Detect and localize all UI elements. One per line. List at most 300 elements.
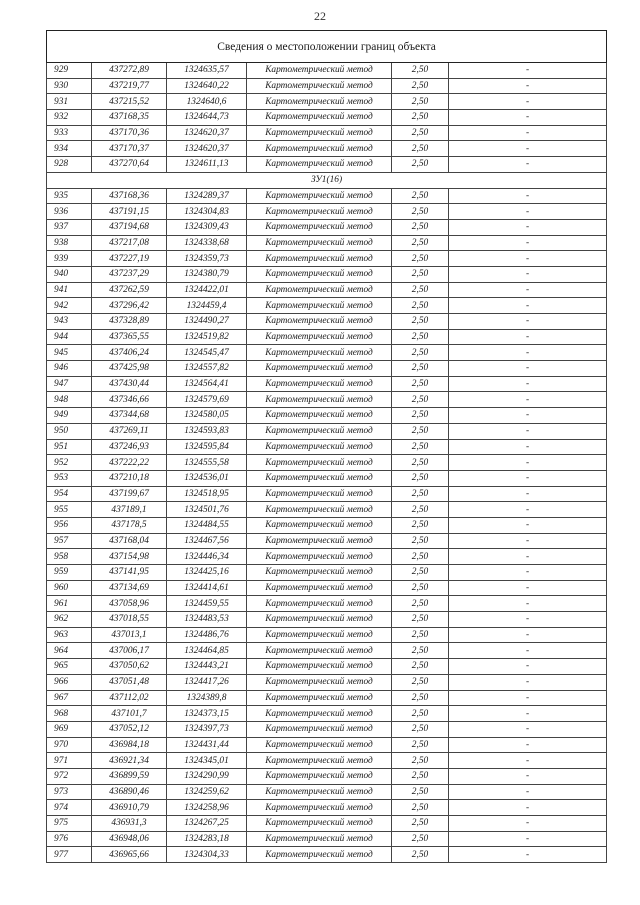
accuracy-cell: 2,50 <box>392 455 449 471</box>
method-cell: Картометрический метод <box>247 847 392 863</box>
coordinate-x-cell: 437006,17 <box>92 643 167 659</box>
coordinate-y-cell: 1324486,76 <box>167 627 247 643</box>
point-number-cell: 941 <box>47 282 92 298</box>
coordinate-x-cell: 437237,29 <box>92 266 167 282</box>
accuracy-cell: 2,50 <box>392 345 449 361</box>
description-cell: - <box>449 659 607 675</box>
coordinate-x-cell: 437215,52 <box>92 94 167 110</box>
coordinate-x-cell: 437194,68 <box>92 219 167 235</box>
method-cell: Картометрический метод <box>247 361 392 377</box>
coordinate-y-cell: 1324304,33 <box>167 847 247 863</box>
method-cell: Картометрический метод <box>247 266 392 282</box>
point-number-cell: 946 <box>47 361 92 377</box>
coordinate-x-cell: 437246,93 <box>92 439 167 455</box>
coordinate-x-cell: 437170,37 <box>92 141 167 157</box>
description-cell: - <box>449 470 607 486</box>
description-cell: - <box>449 329 607 345</box>
coordinate-y-cell: 1324425,16 <box>167 565 247 581</box>
table-row <box>47 847 607 863</box>
coordinate-y-cell: 1324422,01 <box>167 282 247 298</box>
coordinate-y-cell: 1324443,21 <box>167 659 247 675</box>
description-cell: - <box>449 266 607 282</box>
method-cell: Картометрический метод <box>247 110 392 126</box>
point-number-cell: 970 <box>47 737 92 753</box>
coordinate-x-cell: 437262,59 <box>92 282 167 298</box>
table-row <box>47 314 607 330</box>
method-cell: Картометрический метод <box>247 94 392 110</box>
point-number-cell: 937 <box>47 219 92 235</box>
coordinate-x-cell: 436965,66 <box>92 847 167 863</box>
coordinate-x-cell: 437170,36 <box>92 125 167 141</box>
coordinate-y-cell: 1324564,41 <box>167 376 247 392</box>
accuracy-cell: 2,50 <box>392 721 449 737</box>
description-cell: - <box>449 784 607 800</box>
description-cell: - <box>449 533 607 549</box>
coordinate-x-cell: 437272,89 <box>92 63 167 79</box>
method-cell: Картометрический метод <box>247 831 392 847</box>
accuracy-cell: 2,50 <box>392 533 449 549</box>
coordinate-y-cell: 1324431,44 <box>167 737 247 753</box>
section-label: ЗУ1(16) <box>47 172 607 188</box>
coordinate-x-cell: 437217,08 <box>92 235 167 251</box>
method-cell: Картометрический метод <box>247 376 392 392</box>
point-number-cell: 940 <box>47 266 92 282</box>
point-number-cell: 972 <box>47 768 92 784</box>
point-number-cell: 933 <box>47 125 92 141</box>
point-number-cell: 959 <box>47 565 92 581</box>
method-cell: Картометрический метод <box>247 235 392 251</box>
method-cell: Картометрический метод <box>247 329 392 345</box>
accuracy-cell: 2,50 <box>392 78 449 94</box>
table-row <box>47 78 607 94</box>
coordinate-x-cell: 436948,06 <box>92 831 167 847</box>
coordinate-y-cell: 1324464,85 <box>167 643 247 659</box>
description-cell: - <box>449 251 607 267</box>
method-cell: Картометрический метод <box>247 392 392 408</box>
table-row <box>47 659 607 675</box>
coordinate-y-cell: 1324490,27 <box>167 314 247 330</box>
description-cell: - <box>449 361 607 377</box>
table-row <box>47 721 607 737</box>
point-number-cell: 930 <box>47 78 92 94</box>
coordinate-x-cell: 437270,64 <box>92 157 167 173</box>
table-row <box>47 455 607 471</box>
table-row <box>47 565 607 581</box>
coordinate-x-cell: 437050,62 <box>92 659 167 675</box>
description-cell: - <box>449 63 607 79</box>
description-cell: - <box>449 408 607 424</box>
coordinate-y-cell: 1324557,82 <box>167 361 247 377</box>
coordinate-x-cell: 437052,12 <box>92 721 167 737</box>
table-row <box>47 674 607 690</box>
accuracy-cell: 2,50 <box>392 768 449 784</box>
accuracy-cell: 2,50 <box>392 549 449 565</box>
point-number-cell: 975 <box>47 816 92 832</box>
method-cell: Картометрический метод <box>247 439 392 455</box>
table-row <box>47 831 607 847</box>
point-number-cell: 962 <box>47 612 92 628</box>
coordinate-y-cell: 1324389,8 <box>167 690 247 706</box>
method-cell: Картометрический метод <box>247 816 392 832</box>
accuracy-cell: 2,50 <box>392 439 449 455</box>
accuracy-cell: 2,50 <box>392 94 449 110</box>
method-cell: Картометрический метод <box>247 251 392 267</box>
table-row <box>47 753 607 769</box>
method-cell: Картометрический метод <box>247 423 392 439</box>
accuracy-cell: 2,50 <box>392 831 449 847</box>
point-number-cell: 943 <box>47 314 92 330</box>
table-row <box>47 63 607 79</box>
coordinate-y-cell: 1324289,37 <box>167 188 247 204</box>
table-row <box>47 141 607 157</box>
coordinate-y-cell: 1324467,56 <box>167 533 247 549</box>
description-cell: - <box>449 392 607 408</box>
accuracy-cell: 2,50 <box>392 737 449 753</box>
table-row <box>47 533 607 549</box>
table-row <box>47 376 607 392</box>
coordinate-y-cell: 1324545,47 <box>167 345 247 361</box>
table-row <box>47 251 607 267</box>
coordinate-y-cell: 1324345,01 <box>167 753 247 769</box>
accuracy-cell: 2,50 <box>392 392 449 408</box>
coordinate-y-cell: 1324640,22 <box>167 78 247 94</box>
coordinate-y-cell: 1324258,96 <box>167 800 247 816</box>
coordinate-x-cell: 436931,3 <box>92 816 167 832</box>
coordinate-y-cell: 1324283,18 <box>167 831 247 847</box>
coordinate-x-cell: 437168,35 <box>92 110 167 126</box>
table-row <box>47 361 607 377</box>
method-cell: Картометрический метод <box>247 282 392 298</box>
point-number-cell: 931 <box>47 94 92 110</box>
table-row <box>47 470 607 486</box>
description-cell: - <box>449 235 607 251</box>
table-row <box>47 706 607 722</box>
coordinate-x-cell: 437112,02 <box>92 690 167 706</box>
method-cell: Картометрический метод <box>247 486 392 502</box>
point-number-cell: 961 <box>47 596 92 612</box>
description-cell: - <box>449 753 607 769</box>
description-cell: - <box>449 847 607 863</box>
coordinate-x-cell: 437365,55 <box>92 329 167 345</box>
section-row <box>47 172 607 188</box>
coordinate-x-cell: 437222,22 <box>92 455 167 471</box>
coordinate-y-cell: 1324644,73 <box>167 110 247 126</box>
method-cell: Картометрический метод <box>247 706 392 722</box>
coordinate-y-cell: 1324620,37 <box>167 141 247 157</box>
coordinate-x-cell: 436984,18 <box>92 737 167 753</box>
accuracy-cell: 2,50 <box>392 502 449 518</box>
coordinate-x-cell: 437219,77 <box>92 78 167 94</box>
description-cell: - <box>449 125 607 141</box>
point-number-cell: 974 <box>47 800 92 816</box>
method-cell: Картометрический метод <box>247 721 392 737</box>
coordinate-x-cell: 436910,79 <box>92 800 167 816</box>
coordinate-y-cell: 1324536,01 <box>167 470 247 486</box>
table-row <box>47 266 607 282</box>
coordinate-y-cell: 1324635,57 <box>167 63 247 79</box>
method-cell: Картометрический метод <box>247 204 392 220</box>
coordinate-y-cell: 1324518,95 <box>167 486 247 502</box>
table-row <box>47 94 607 110</box>
table-row <box>47 219 607 235</box>
coordinate-x-cell: 437346,66 <box>92 392 167 408</box>
table-row <box>47 345 607 361</box>
method-cell: Картометрический метод <box>247 455 392 471</box>
coordinate-y-cell: 1324414,61 <box>167 580 247 596</box>
description-cell: - <box>449 502 607 518</box>
accuracy-cell: 2,50 <box>392 706 449 722</box>
coordinate-y-cell: 1324640,6 <box>167 94 247 110</box>
accuracy-cell: 2,50 <box>392 298 449 314</box>
coordinate-y-cell: 1324290,99 <box>167 768 247 784</box>
table-row <box>47 643 607 659</box>
table-title-row <box>47 31 607 63</box>
description-cell: - <box>449 517 607 533</box>
accuracy-cell: 2,50 <box>392 157 449 173</box>
description-cell: - <box>449 612 607 628</box>
table-row <box>47 784 607 800</box>
accuracy-cell: 2,50 <box>392 329 449 345</box>
coordinate-y-cell: 1324620,37 <box>167 125 247 141</box>
point-number-cell: 949 <box>47 408 92 424</box>
method-cell: Картометрический метод <box>247 345 392 361</box>
table-row <box>47 690 607 706</box>
coordinate-x-cell: 437199,67 <box>92 486 167 502</box>
coordinate-y-cell: 1324359,73 <box>167 251 247 267</box>
description-cell: - <box>449 674 607 690</box>
coordinate-x-cell: 437168,36 <box>92 188 167 204</box>
method-cell: Картометрический метод <box>247 800 392 816</box>
accuracy-cell: 2,50 <box>392 376 449 392</box>
description-cell: - <box>449 94 607 110</box>
method-cell: Картометрический метод <box>247 753 392 769</box>
point-number-cell: 935 <box>47 188 92 204</box>
point-number-cell: 951 <box>47 439 92 455</box>
point-number-cell: 977 <box>47 847 92 863</box>
description-cell: - <box>449 219 607 235</box>
point-number-cell: 958 <box>47 549 92 565</box>
table-row <box>47 596 607 612</box>
point-number-cell: 968 <box>47 706 92 722</box>
point-number-cell: 955 <box>47 502 92 518</box>
table-row <box>47 423 607 439</box>
description-cell: - <box>449 565 607 581</box>
accuracy-cell: 2,50 <box>392 612 449 628</box>
coordinate-y-cell: 1324593,83 <box>167 423 247 439</box>
coordinate-x-cell: 437101,7 <box>92 706 167 722</box>
accuracy-cell: 2,50 <box>392 565 449 581</box>
coordinate-y-cell: 1324397,73 <box>167 721 247 737</box>
method-cell: Картометрический метод <box>247 157 392 173</box>
coordinate-x-cell: 437013,1 <box>92 627 167 643</box>
accuracy-cell: 2,50 <box>392 847 449 863</box>
accuracy-cell: 2,50 <box>392 235 449 251</box>
method-cell: Картометрический метод <box>247 298 392 314</box>
description-cell: - <box>449 721 607 737</box>
coordinate-y-cell: 1324338,68 <box>167 235 247 251</box>
description-cell: - <box>449 596 607 612</box>
coordinate-x-cell: 437178,5 <box>92 517 167 533</box>
coordinate-y-cell: 1324259,62 <box>167 784 247 800</box>
method-cell: Картометрический метод <box>247 690 392 706</box>
method-cell: Картометрический метод <box>247 533 392 549</box>
coordinate-x-cell: 437134,69 <box>92 580 167 596</box>
point-number-cell: 953 <box>47 470 92 486</box>
table-row <box>47 329 607 345</box>
coordinate-x-cell: 436921,34 <box>92 753 167 769</box>
point-number-cell: 939 <box>47 251 92 267</box>
description-cell: - <box>449 690 607 706</box>
description-cell: - <box>449 643 607 659</box>
description-cell: - <box>449 314 607 330</box>
method-cell: Картометрический метод <box>247 517 392 533</box>
method-cell: Картометрический метод <box>247 674 392 690</box>
accuracy-cell: 2,50 <box>392 219 449 235</box>
coordinate-y-cell: 1324555,58 <box>167 455 247 471</box>
table-row <box>47 188 607 204</box>
table-row <box>47 627 607 643</box>
accuracy-cell: 2,50 <box>392 627 449 643</box>
table-row <box>47 816 607 832</box>
accuracy-cell: 2,50 <box>392 643 449 659</box>
point-number-cell: 929 <box>47 63 92 79</box>
accuracy-cell: 2,50 <box>392 141 449 157</box>
coordinate-y-cell: 1324611,13 <box>167 157 247 173</box>
description-cell: - <box>449 627 607 643</box>
table-row <box>47 502 607 518</box>
description-cell: - <box>449 188 607 204</box>
method-cell: Картометрический метод <box>247 188 392 204</box>
method-cell: Картометрический метод <box>247 737 392 753</box>
table-row <box>47 580 607 596</box>
point-number-cell: 969 <box>47 721 92 737</box>
description-cell: - <box>449 580 607 596</box>
accuracy-cell: 2,50 <box>392 690 449 706</box>
accuracy-cell: 2,50 <box>392 361 449 377</box>
method-cell: Картометрический метод <box>247 612 392 628</box>
coordinate-x-cell: 437191,15 <box>92 204 167 220</box>
accuracy-cell: 2,50 <box>392 517 449 533</box>
coordinate-y-cell: 1324417,26 <box>167 674 247 690</box>
description-cell: - <box>449 706 607 722</box>
coordinate-x-cell: 436890,46 <box>92 784 167 800</box>
method-cell: Картометрический метод <box>247 470 392 486</box>
method-cell: Картометрический метод <box>247 784 392 800</box>
method-cell: Картометрический метод <box>247 768 392 784</box>
accuracy-cell: 2,50 <box>392 423 449 439</box>
accuracy-cell: 2,50 <box>392 408 449 424</box>
description-cell: - <box>449 141 607 157</box>
coordinate-x-cell: 437328,89 <box>92 314 167 330</box>
point-number-cell: 966 <box>47 674 92 690</box>
description-cell: - <box>449 768 607 784</box>
accuracy-cell: 2,50 <box>392 659 449 675</box>
point-number-cell: 965 <box>47 659 92 675</box>
description-cell: - <box>449 439 607 455</box>
point-number-cell: 948 <box>47 392 92 408</box>
accuracy-cell: 2,50 <box>392 784 449 800</box>
table-row <box>47 392 607 408</box>
coordinate-x-cell: 437154,98 <box>92 549 167 565</box>
coordinate-x-cell: 437430,44 <box>92 376 167 392</box>
coordinate-y-cell: 1324519,82 <box>167 329 247 345</box>
accuracy-cell: 2,50 <box>392 596 449 612</box>
point-number-cell: 928 <box>47 157 92 173</box>
method-cell: Картометрический метод <box>247 549 392 565</box>
method-cell: Картометрический метод <box>247 314 392 330</box>
coordinate-y-cell: 1324373,15 <box>167 706 247 722</box>
coordinate-y-cell: 1324484,55 <box>167 517 247 533</box>
boundary-coordinates-table <box>46 30 607 863</box>
coordinate-x-cell: 437058,96 <box>92 596 167 612</box>
point-number-cell: 944 <box>47 329 92 345</box>
accuracy-cell: 2,50 <box>392 188 449 204</box>
description-cell: - <box>449 455 607 471</box>
page-number: 22 <box>314 9 326 23</box>
accuracy-cell: 2,50 <box>392 266 449 282</box>
coordinate-y-cell: 1324304,83 <box>167 204 247 220</box>
method-cell: Картометрический метод <box>247 408 392 424</box>
description-cell: - <box>449 110 607 126</box>
accuracy-cell: 2,50 <box>392 580 449 596</box>
table-row <box>47 612 607 628</box>
coordinate-x-cell: 437018,55 <box>92 612 167 628</box>
point-number-cell: 954 <box>47 486 92 502</box>
coordinate-y-cell: 1324483,53 <box>167 612 247 628</box>
coordinate-y-cell: 1324309,43 <box>167 219 247 235</box>
accuracy-cell: 2,50 <box>392 753 449 769</box>
boundary-table-sheet <box>46 30 606 863</box>
description-cell: - <box>449 800 607 816</box>
description-cell: - <box>449 345 607 361</box>
point-number-cell: 942 <box>47 298 92 314</box>
coordinate-x-cell: 437406,24 <box>92 345 167 361</box>
table-row <box>47 298 607 314</box>
table-row <box>47 282 607 298</box>
table-title: Сведения о местоположении границ объекта <box>47 31 607 63</box>
table-row <box>47 157 607 173</box>
description-cell: - <box>449 816 607 832</box>
coordinate-x-cell: 437425,98 <box>92 361 167 377</box>
coordinate-y-cell: 1324580,05 <box>167 408 247 424</box>
table-row <box>47 549 607 565</box>
method-cell: Картометрический метод <box>247 141 392 157</box>
description-cell: - <box>449 282 607 298</box>
coordinate-x-cell: 437189,1 <box>92 502 167 518</box>
coordinate-x-cell: 436899,59 <box>92 768 167 784</box>
point-number-cell: 947 <box>47 376 92 392</box>
coordinate-x-cell: 437296,42 <box>92 298 167 314</box>
coordinate-x-cell: 437344,68 <box>92 408 167 424</box>
point-number-cell: 956 <box>47 517 92 533</box>
point-number-cell: 952 <box>47 455 92 471</box>
method-cell: Картометрический метод <box>247 63 392 79</box>
table-row <box>47 517 607 533</box>
table-row <box>47 110 607 126</box>
coordinate-y-cell: 1324459,55 <box>167 596 247 612</box>
description-cell: - <box>449 157 607 173</box>
description-cell: - <box>449 298 607 314</box>
coordinate-y-cell: 1324267,25 <box>167 816 247 832</box>
method-cell: Картометрический метод <box>247 78 392 94</box>
accuracy-cell: 2,50 <box>392 251 449 267</box>
coordinate-y-cell: 1324446,34 <box>167 549 247 565</box>
method-cell: Картометрический метод <box>247 565 392 581</box>
point-number-cell: 945 <box>47 345 92 361</box>
point-number-cell: 976 <box>47 831 92 847</box>
accuracy-cell: 2,50 <box>392 125 449 141</box>
accuracy-cell: 2,50 <box>392 63 449 79</box>
